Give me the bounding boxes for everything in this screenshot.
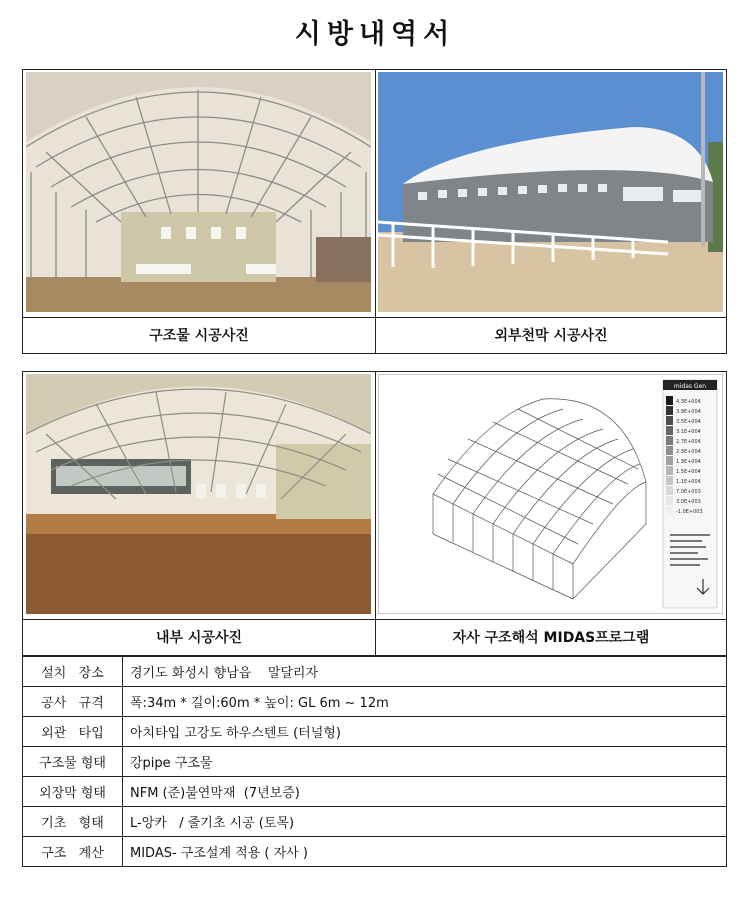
midas-legend-swatch bbox=[666, 476, 673, 485]
photo-grid-top bbox=[22, 69, 727, 354]
midas-legend-swatch bbox=[666, 446, 673, 455]
specification-table bbox=[22, 656, 727, 867]
midas-legend-value: 1.9E+004 bbox=[676, 459, 701, 465]
spec-row bbox=[23, 687, 727, 717]
midas-legend-value: 2.7E+004 bbox=[676, 439, 701, 445]
midas-legend-value: 3.0E+003 bbox=[676, 499, 701, 505]
midas-legend-value: 1.1E+004 bbox=[676, 479, 701, 485]
caption-exterior-photo: 외부천막 시공사진 bbox=[494, 328, 608, 344]
midas-legend-swatch bbox=[666, 436, 673, 445]
caption-interior-photo: 내부 시공사진 bbox=[155, 630, 243, 646]
caption-structure-photo: 구조물 시공사진 bbox=[149, 328, 249, 344]
photo-grid-bottom bbox=[22, 371, 727, 656]
midas-legend-swatch bbox=[666, 416, 673, 425]
spec-value: 강pipe 구조물 bbox=[123, 747, 727, 777]
spec-label: 기초 형태 bbox=[23, 807, 123, 837]
spec-value: 폭:34m * 길이:60m * 높이: GL 6m ~ 12m bbox=[123, 687, 727, 717]
midas-legend-value: 3.5E+004 bbox=[676, 419, 701, 425]
spec-value: MIDAS- 구조설계 적용 ( 자사 ) bbox=[123, 837, 727, 867]
spec-value: 아치타입 고강도 하우스텐트 (터널형) bbox=[123, 717, 727, 747]
caption-midas-program: 자사 구조해석 MIDAS프로그램 bbox=[452, 630, 650, 646]
spec-label: 외장막 형태 bbox=[23, 777, 123, 807]
spec-label: 외관 타입 bbox=[23, 717, 123, 747]
midas-legend-swatch bbox=[666, 506, 673, 515]
spec-label: 설치 장소 bbox=[23, 657, 123, 687]
midas-legend-value: 3.1E+004 bbox=[676, 429, 701, 435]
spec-label: 구조물 형태 bbox=[23, 747, 123, 777]
spec-value: NFM (준)불연막재 (7년보증) bbox=[123, 777, 727, 807]
midas-legend-value: 3.9E+004 bbox=[676, 409, 701, 415]
midas-legend-value: 1.5E+004 bbox=[676, 469, 701, 475]
spec-row bbox=[23, 747, 727, 777]
midas-legend-swatch bbox=[666, 426, 673, 435]
spec-row bbox=[23, 657, 727, 687]
spec-label: 구조 계산 bbox=[23, 837, 123, 867]
spec-value: 경기도 화성시 향남읍 말달리자 bbox=[123, 657, 727, 687]
spec-row bbox=[23, 777, 727, 807]
spec-row bbox=[23, 717, 727, 747]
midas-legend-value: -1.0E+003 bbox=[676, 509, 703, 515]
midas-legend-swatch bbox=[666, 456, 673, 465]
interior-construction-photo bbox=[26, 374, 371, 614]
midas-legend-swatch bbox=[666, 466, 673, 475]
document-title: 시방내역서 bbox=[294, 19, 456, 50]
midas-legend-swatch bbox=[666, 406, 673, 415]
midas-legend-swatch bbox=[666, 396, 673, 405]
spec-value: L-앙카 / 줄기초 시공 (토목) bbox=[123, 807, 727, 837]
structure-construction-photo bbox=[26, 72, 371, 312]
midas-legend-swatch bbox=[666, 496, 673, 505]
midas-analysis-image bbox=[378, 374, 723, 614]
midas-legend-value: 7.0E+003 bbox=[676, 489, 701, 495]
exterior-membrane-photo bbox=[378, 72, 723, 312]
spec-row bbox=[23, 807, 727, 837]
spec-label: 공사 규격 bbox=[23, 687, 123, 717]
midas-legend-value: 4.3E+004 bbox=[676, 399, 701, 405]
midas-legend-value: 2.3E+004 bbox=[676, 449, 701, 455]
spec-row bbox=[23, 837, 727, 867]
midas-legend-swatch bbox=[666, 486, 673, 495]
midas-header-label: midas Gen bbox=[673, 383, 707, 390]
